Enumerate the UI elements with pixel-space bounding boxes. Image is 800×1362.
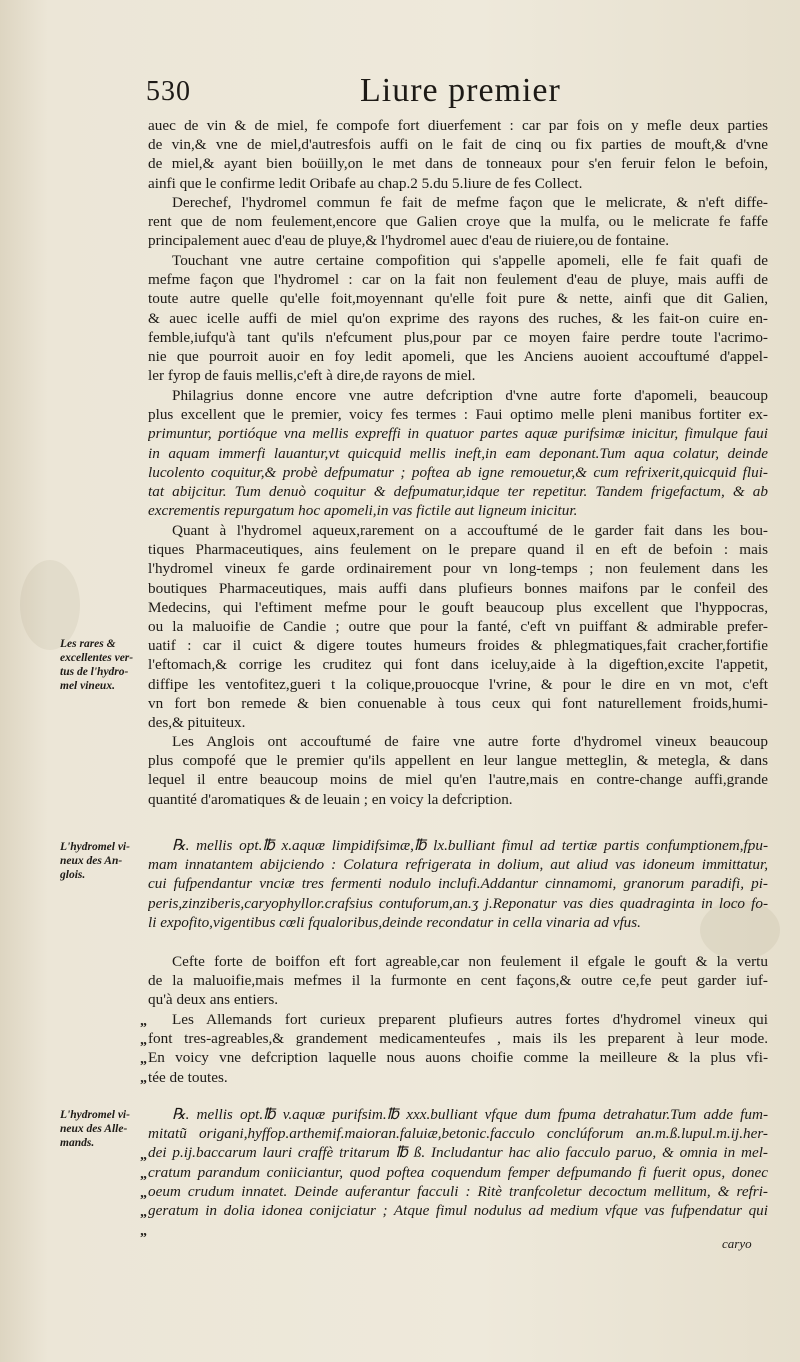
text-line: auec de vin & de miel, fe compofe fort diuerfement : car par fois on y mefle deux parties [148,117,768,134]
text-line: qu'à deux ans entiers. [148,991,279,1009]
quote-mark: „ [140,1014,147,1029]
margin-note-line: L'hydromel vi- [60,841,130,853]
margin-note-line: glois. [60,869,86,881]
text-line: Les Allemands fort curieux preparent plufieurs autres fortes d'hydromel vineux qui [172,1011,768,1028]
latin-line: cratum parandum coniiciantur, quod poftea coquendum femper defpumando fi fuerit opus, donec [148,1163,768,1181]
text-line: toute autre quelle qu'elle foit,moyennant qu'elle foit pure & nette, ainfi que dit Galien, [148,290,768,308]
margin-note [60,637,150,693]
latin-line: mitatũ origani,hyffop.arthemif.maioran.faluiæ,betonic.facculo conclúforum an.m.ß.lupul.m.ij.her- [148,1125,768,1143]
text-line: Touchant vne autre certaine compofition qui s'appelle apomeli, elle fe fait quafi de [172,252,768,269]
text-line: femble,iufqu'à tant qu'ils n'efcument plus,pour par ce moyen faire perdre toute l'acrimo- [148,328,768,346]
text-line: En voicy vne defcription laquelle nous auons choifie comme la meilleure & la plus vfi- [148,1049,768,1067]
margin-note [60,1108,150,1150]
latin-recipe [148,1105,768,1220]
quote-mark: „ [140,1052,147,1067]
latin-line: mam innatantem abijciendo : Colatura refrigerata in dolium, aut aliud vas idoneum immittatur, [148,856,768,874]
text-line: tiques Pharmaceutiques, ains feulement on le prepare quand il en eft de befoin : mais [148,541,768,559]
text-line: de la maluoifie,mais mefmes il la furmonte en cent façons,& outre ce,fe peut garder iuf- [148,972,768,990]
text-line: de miel,& ayant bien boüilly,on le met dans de tonneaux pour s'en feruir felon le befoin, [148,155,768,173]
page-number: 530 [146,76,191,107]
latin-line: peris,zinziberis,caryophyllor.crafsius contuforum,an.ʒ j.Reponatur vas dies quadraginta in loco fo- [148,894,768,912]
margin-note [60,840,150,882]
text-line: Les Anglois ont accouftumé de faire vne autre forte d'hydromel vineux beaucoup [172,733,768,750]
text-line: uatif : car il cuict & digere toutes humeurs froides & phlegmatiques,fait cracher,fortifie [148,637,768,655]
latin-line: li expofito,vigentibus cœli fqualoribus,deinde recondatur in cella vinaria ad vfus. [148,913,641,931]
paragraph [148,251,768,385]
text-line: Derechef, l'hydromel commun fe fait de mefme façon que le melicrate, & n'eft diffe- [172,194,768,211]
text-line: des,& pituiteux. [148,713,246,731]
text-line: lequel il entre beaucoup moins de miel qu'en l'autre,mais en contre-change auffi,grande [148,771,768,789]
margin-note-line: neux des Alle- [60,1123,128,1135]
paragraph [148,386,768,520]
text-line: & auec icelle auffi de miel qu'on exprime des rayons des ruches, & les fait-on cuire en- [148,309,768,327]
paragraph [148,193,768,251]
quote-mark: „ [140,1224,147,1239]
text-line: de vin,& vne de miel,d'autresfois auffi on le fait de cinq ou fix parties de mouft,& d'vne [148,136,768,154]
text-line: principalement auec d'eau de pluye,& l'hydromel auec d'eau de riuiere,ou de fontaine. [148,232,669,250]
margin-note-line: excellentes ver- [60,652,134,664]
text-line: rent que de nom feulement,encore que Galien croye que la mulfa, ou le melicrate fe faffe [148,213,768,231]
text-line: nie que pourroit auoir en foy ledit apomeli, que les Anciens auoient accouftumé d'appel- [148,347,768,365]
quote-mark: „ [140,1071,147,1086]
text-line: font tres-agreables,& grandement medicamenteufes , mais ils les preparent à leur mode. [148,1030,768,1048]
latin-line: geratum in dolia idonea conijciatur ; Atque fimul nodulus ad medium vfque vas fufpendatur qui [148,1201,768,1219]
paragraph [148,1010,768,1087]
text-line: quantité d'aromatiques & de leuain ; en voicy la defcription. [148,790,513,808]
text-line: Medecins, qui l'eftiment mefme pour le gouft beaucoup plus excellent que l'hyppocras, [148,598,768,616]
quote-mark: „ [140,1205,147,1220]
latin-line: cui fufpendantur vnciæ tres fermenti nodulo inclufi.Addantur cinnamomi, granorum paradifi, pi- [148,875,768,893]
quote-mark: „ [140,1033,147,1048]
paragraph [148,521,768,732]
catchword: caryo [722,1236,752,1251]
text-line: Quant à l'hydromel aqueux,rarement on a accouftumé de le garder fait dans les bou- [172,522,768,539]
margin-note-line: Les rares & [60,638,116,650]
margin-note-line: L'hydromel vi- [60,1109,130,1121]
text-line: vn fort bon remede & bien conuenable à tous ceux qui font naturellement froids,humi- [148,694,768,712]
margin-note-line: tus de l'hydro- [60,666,129,678]
latin-recipe [148,836,768,932]
text-line: Philagrius donne encore vne autre defcription d'vne autre forte d'apomeli, beaucoup [172,387,768,404]
latin-line: lucolento coquitur,& probè defpumatur ; poftea ab igne remouetur,& cum refrixerit,quicquid flui- [148,463,768,481]
latin-line: tat abijcitur. Tum denuò coquitur & defpumatur,idque ter repetitur. Tandem frigefactum, & ab [148,482,768,500]
text-line: ou la maluoifie de Candie ; outre que pour la fanté, c'eft vn puiffant & admirable prefer- [148,617,768,635]
quote-mark: „ [140,1186,147,1201]
latin-line: ℞. mellis opt.℔ x.aquæ limpidifsimæ,℔ lx.bulliant fimul ad tertiæ partis confumptionem,fpu- [172,837,768,854]
paragraph [148,116,768,193]
margin-note-line: neux des An- [60,855,123,867]
text-line: ler fyrop de fauis mellis,c'eft à dire,de rayons de miel. [148,367,476,385]
text-line: mefme façon que l'hydromel : car on la fait non feulement d'eau de pluye, mais auffi de [148,271,768,289]
text-line: l'eftomach,& corrige les cruditez qui font dans iceluy,aide à la digeftion,excite l'appetit, [148,656,768,674]
latin-line: excrementis repurgatum hoc apomeli,in vas fictile aut ligneum inicitur. [148,502,578,520]
text-line: tée de toutes. [148,1068,228,1086]
text-line: plus compofé que le premier qu'ils appellent en leur langue metteglin, & metegla, & dans [148,752,768,770]
margin-note-line: mands. [60,1137,95,1149]
paragraph [148,952,768,1010]
latin-line: in aquam immerfi lauantur,vt quicquid mellis ineft,in eam deponant.Tum aqua colatur, deinde [148,444,768,462]
text-line: plus excellent que le premier, voicy fes termes : Faui optimo melle pleni manibus fortiter ex- [148,406,768,424]
margin-note-line: mel vineux. [60,680,115,692]
page-header [0,72,800,116]
latin-line: oeum crudum innatet. Deinde auferantur facculi : Ritè tranfcoletur decoctum mellitum, & refri- [148,1182,768,1200]
text-line: Cefte forte de boiffon eft fort agreable,car non feulement il efgale le gouft & la vertu [172,953,768,970]
running-title: Liure premier [360,72,561,109]
text-line: boutiques Pharmaceutiques, mais auffi dans plufieurs bonnes maifons par le confeil des [148,579,768,597]
text-line: diffipe les ventofitez,gueri t la colique,prouocque l'vrine, & pour le dire en vn mot, c'eft [148,675,768,693]
quote-mark: „ [140,1167,147,1182]
latin-line: dei p.ij.baccarum lauri craffè tritarum ℔ ß. Includantur hac alio facculo paruo, & omnia in mel- [148,1144,768,1162]
quote-mark: „ [140,1148,147,1163]
text-line: l'hydromel vineux fe garde ordinairement pour vn long-temps ; non feulement dans les [148,560,768,578]
text-line: ainfi que le confirme ledit Oribafe au chap.2 5.du 5.liure de fes Collect. [148,174,583,192]
latin-line: ℞. mellis opt.℔ v.aquæ purifsim.℔ xxx.bulliant vfque dum fpuma detrahatur.Tum adde fum- [172,1106,768,1123]
paragraph [148,732,768,809]
latin-line: primuntur, portióque vna mellis expreffi in quatuor partes aquæ purifsimæ inicitur, fimulque faui [148,425,768,443]
